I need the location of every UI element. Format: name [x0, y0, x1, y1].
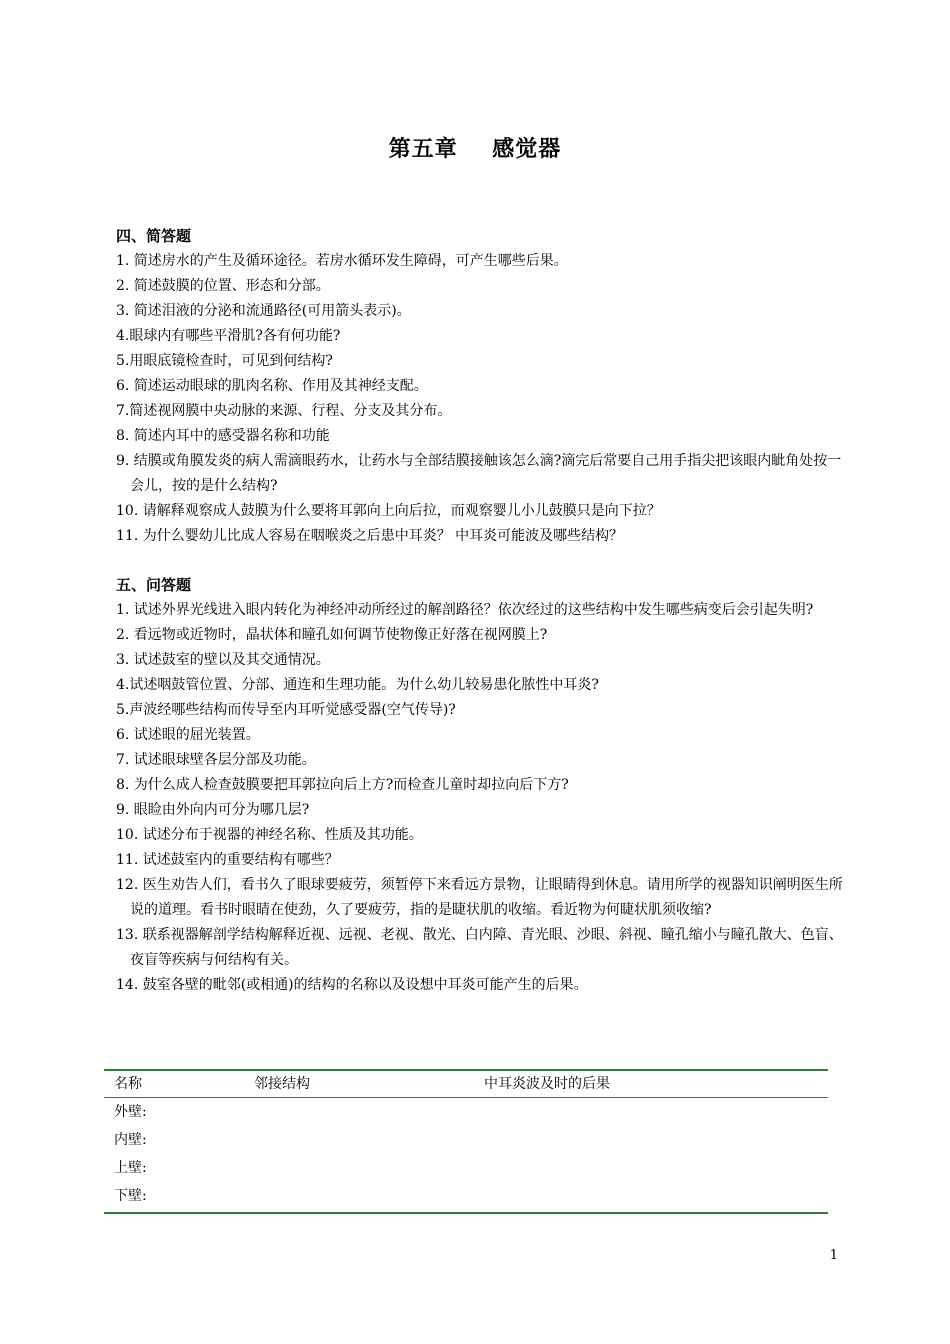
question-item: 8. 为什么成人检查鼓膜要把耳郭拉向后上方?而检查儿童时却拉向后下方?: [116, 777, 569, 793]
question-item: 7. 试述眼球壁各层分部及功能。: [116, 752, 316, 768]
table-header-adjacent-structure: 邻接结构: [254, 1076, 310, 1092]
question-item: 1. 简述房水的产生及循环途径。若房水循环发生障碍，可产生哪些后果。: [116, 253, 568, 269]
question-item: 3. 试述鼓室的壁以及其交通情况。: [116, 652, 330, 668]
essay-question-section: [116, 573, 846, 998]
question-item: 9. 眼睑由外向内可分为哪几层?: [116, 802, 310, 818]
table-row-medial-wall: 内壁:: [114, 1132, 147, 1148]
question-item: 14. 鼓室各壁的毗邻(或相通)的结构的名称以及设想中耳炎可能产生的后果。: [116, 977, 588, 993]
question-item: 4.眼球内有哪些平滑肌?各有何功能?: [116, 328, 341, 344]
page-number: 1: [829, 1248, 838, 1263]
table-bottom-rule: [104, 1212, 828, 1214]
question-item: 7.简述视网膜中央动脉的来源、行程、分支及其分布。: [116, 403, 452, 419]
question-item: 10. 请解释观察成人鼓膜为什么要将耳郭向上向后拉，而观察婴儿小儿鼓膜只是向下拉？: [116, 503, 661, 519]
page-title: 第五章 感觉器: [388, 136, 562, 162]
question-item: 3. 简述泪液的分泌和流通路径(可用箭头表示)。: [116, 303, 411, 319]
question-item: 4.试述咽鼓管位置、分部、通连和生理功能。为什么幼儿较易患化脓性中耳炎?: [116, 677, 599, 693]
section-heading-short-answer: 四、简答题: [116, 227, 192, 245]
question-item: 2. 简述鼓膜的位置、形态和分部。: [116, 278, 330, 294]
section-heading-essay: 五、问答题: [116, 576, 192, 594]
table-row-lateral-wall: 外壁:: [114, 1104, 147, 1120]
question-item: 5.用眼底镜检查时，可见到何结构?: [116, 353, 333, 369]
tympanic-walls-table: [104, 1069, 828, 1215]
question-item: 6. 简述运动眼球的肌肉名称、作用及其神经支配。: [116, 378, 428, 394]
question-item: 2. 看远物或近物时，晶状体和瞳孔如何调节使物像正好落在视网膜上?: [116, 627, 548, 643]
question-item: 13. 联系视器解剖学结构解释近视、远视、老视、散光、白内障、青光眼、沙眼、斜视、瞳孔缩小与瞳孔散大、色盲、夜盲等疾病与何结构有关。: [116, 927, 843, 968]
question-item: 8. 简述内耳中的感受器名称和功能: [116, 428, 330, 444]
question-item: 12. 医生劝告人们，看书久了眼球要疲劳，须暂停下来看远方景物，让眼睛得到休息。请用所学的视器知识阐明医生所说的道理。看书时眼睛在使劲，久了要疲劳，指的是睫状肌的收缩。看近物为何睫状肌须收缩?: [116, 877, 843, 918]
table-header-rule: [104, 1097, 828, 1098]
question-item: 11. 试述鼓室内的重要结构有哪些？: [116, 852, 339, 868]
question-item: 11. 为什么婴幼儿比成人容易在咽喉炎之后患中耳炎？ 中耳炎可能波及哪些结构？: [116, 528, 624, 544]
table-header-consequence: 中耳炎波及时的后果: [484, 1076, 610, 1092]
table-row-superior-wall: 上壁:: [114, 1160, 147, 1176]
question-item: 10. 试述分布于视器的神经名称、性质及其功能。: [116, 827, 423, 843]
short-answer-section: [116, 224, 846, 549]
question-item: 9. 结膜或角膜发炎的病人需滴眼药水，让药水与全部结膜接触该怎么滴?滴完后常要自己用手指尖把该眼内眦角处按一会儿，按的是什么结构?: [116, 453, 842, 494]
table-top-rule: [104, 1069, 828, 1071]
table-header-name: 名称: [114, 1076, 142, 1092]
question-item: 6. 试述眼的屈光装置。: [116, 727, 260, 743]
question-item: 1. 试述外界光线进入眼内转化为神经冲动所经过的解剖路径？依次经过的这些结构中发生哪些病变后会引起失明?: [116, 602, 814, 618]
table-row-inferior-wall: 下壁:: [114, 1188, 147, 1204]
question-item: 5.声波经哪些结构而传导至内耳听觉感受器(空气传导)?: [116, 702, 456, 718]
